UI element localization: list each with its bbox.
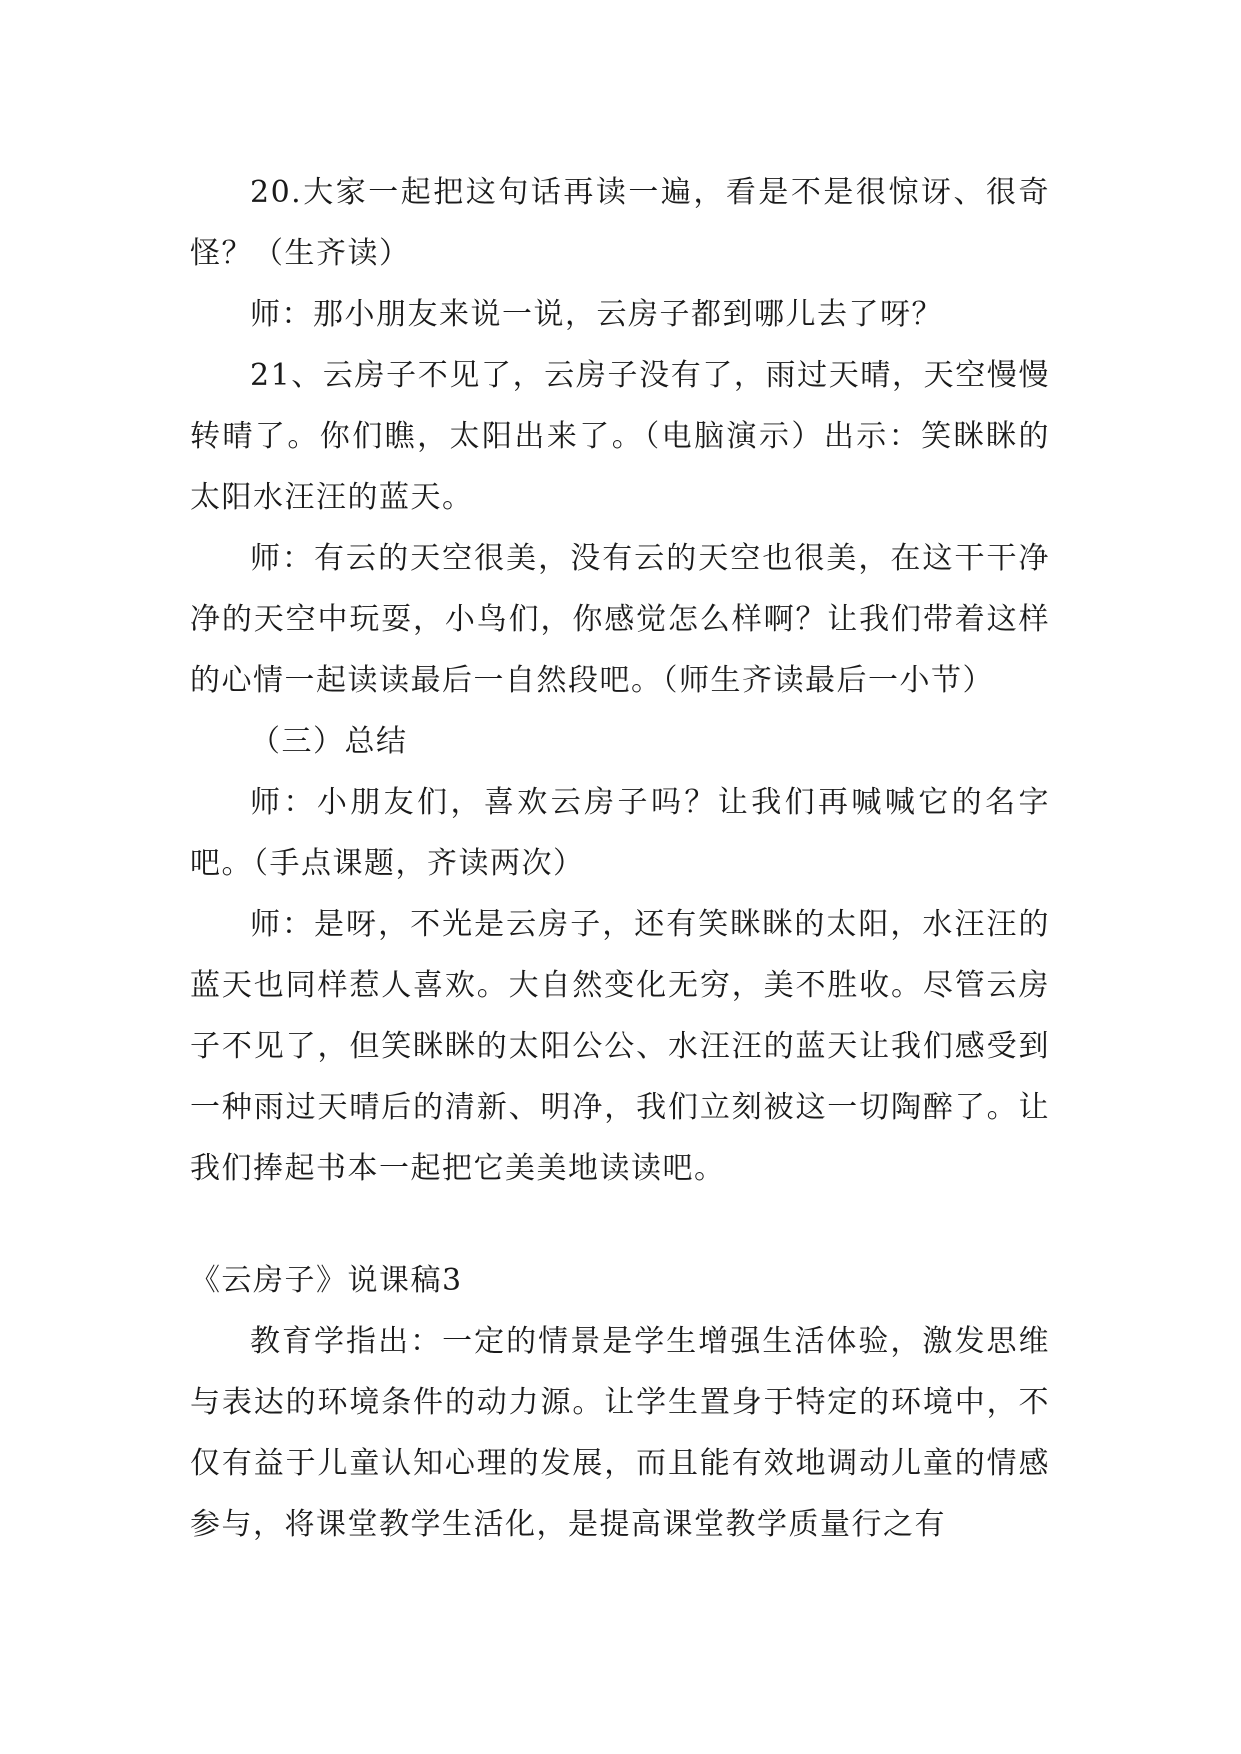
document-body — [190, 162, 1050, 1555]
section-title: 《云房子》说课稿3 — [190, 1263, 463, 1298]
paragraph: 21、云房子不见了，云房子没有了，雨过天晴，天空慢慢转晴了。你们瞧，太阳出来了。（电脑演示）出示：笑眯眯的太阳水汪汪的蓝天。 — [190, 358, 1050, 515]
subheading: （三）总结 — [250, 724, 408, 759]
paragraph: 师：是呀，不光是云房子，还有笑眯眯的太阳，水汪汪的蓝天也同样惹人喜欢。大自然变化无穷，美不胜收。尽管云房子不见了，但笑眯眯的太阳公公、水汪汪的蓝天让我们感受到一种雨过天晴后的清新、明净，我们立刻被这一切陶醉了。让我们捧起书本一起把它美美地读读吧。 — [190, 907, 1050, 1186]
paragraph: 师：那小朋友来说一说，云房子都到哪儿去了呀？ — [250, 297, 943, 332]
paragraph: 教育学指出：一定的情景是学生增强生活体验，激发思维与表达的环境条件的动力源。让学生置身于特定的环境中，不仅有益于儿童认知心理的发展，而且能有效地调动儿童的情感参与，将课堂教学生活化，是提高课堂教学质量行之有 — [190, 1324, 1050, 1542]
paragraph: 师：有云的天空很美，没有云的天空也很美，在这干干净净的天空中玩耍，小鸟们，你感觉怎么样啊？让我们带着这样的心情一起读读最后一自然段吧。（师生齐读最后一小节） — [190, 541, 1050, 698]
paragraph: 20.大家一起把这句话再读一遍，看是不是很惊讶、很奇怪？（生齐读） — [190, 175, 1050, 271]
paragraph: 师：小朋友们，喜欢云房子吗？让我们再喊喊它的名字吧。（手点课题，齐读两次） — [190, 785, 1050, 881]
